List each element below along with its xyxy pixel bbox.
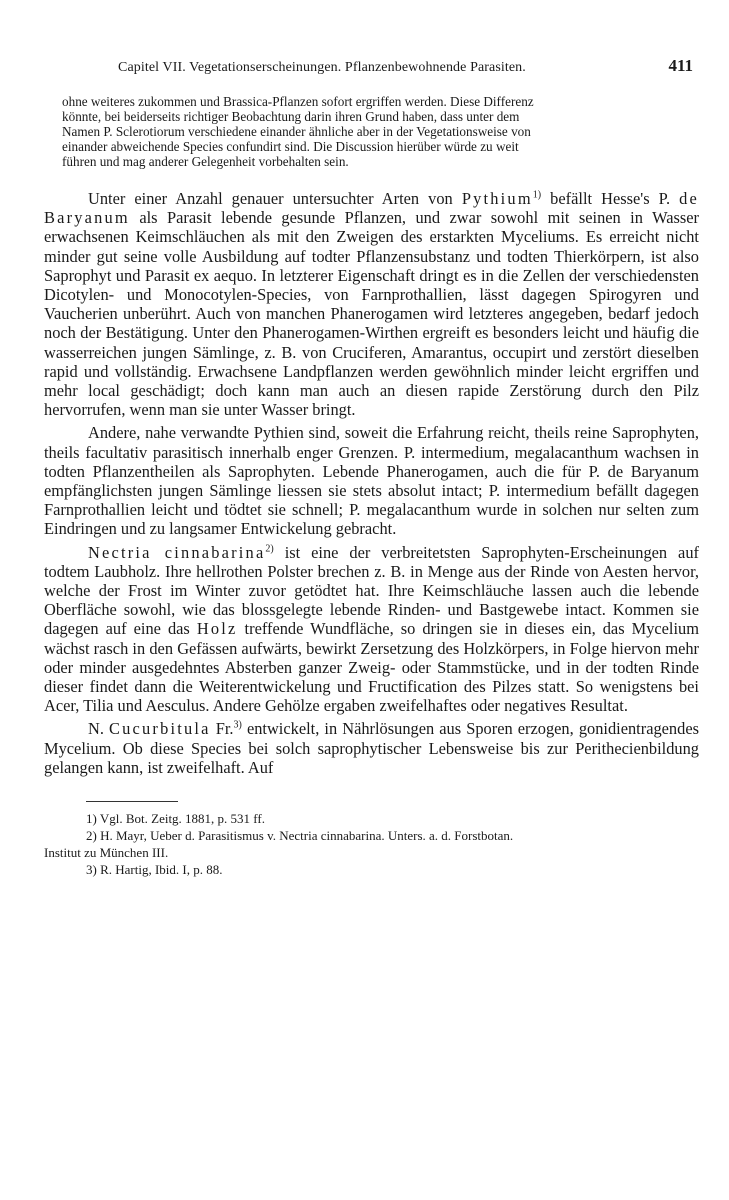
- species-name: Nectria cinnabarina: [88, 542, 266, 562]
- text-run: N.: [88, 719, 110, 739]
- intro-line: führen und mag anderer Gelegenheit vorbehalten sein.: [62, 154, 349, 169]
- footnote-2-continued: Institut zu München III.: [44, 845, 169, 861]
- intro-line: ohne weiteres zukommen und Brassica-Pflanzen sofort ergriffen werden. Diese Differenz: [62, 94, 534, 109]
- paragraph-cucurbitula: [44, 719, 699, 777]
- text-run: befällt Hesse's P.: [541, 189, 680, 208]
- text-run: treffende Wundfläche, so dringen sie in dieses ein, das Mycelium wächst rasch in den Gefässen aufwärts, bewirkt Zersetzung des Holzkörpers, in Folge hiervon mehr oder minder ausgedehntes Absterben ganzer Zweig- oder Stammstücke, und in der todten Rinde dieser findet dann die Weiterentwickelung und Fructification des Pilzes statt. So wenigstens bei Acer, Tilia und Aesculus. Andere Gehölze ergaben zweifelhaftes oder negatives Resultat.: [44, 619, 699, 716]
- emphasis-holz: Holz: [196, 619, 238, 639]
- paragraph-pythium: [44, 189, 699, 419]
- running-head: [118, 56, 699, 76]
- intro-paragraph: [62, 94, 699, 169]
- paragraph-pythien: Andere, nahe verwandte Pythien sind, soweit die Erfahrung reicht, theils reine Saprophyten, theils facultativ parasitisch innerhalb enger Grenzen. P. intermedium, megalacanthum wachsen in todten Pflanzentheilen als Saprophyten. Lebende Phanerogamen, auch die für P. de Baryanum empfänglichsten jungen Sämlinge liessen sie stets absolut intact; P. intermedium befällt dagegen Farnprothallien leicht und tödtet sie schnell; P. megalacanthum wurde in solchen nur selten zum Eindringen und zu langsamer Entwickelung gebracht.: [44, 423, 699, 539]
- species-name: Cucurbitula: [109, 719, 211, 739]
- text-run: ist eine der verbreitetsten Saprophyten-Erscheinungen auf todtem Laubholz. Ihre hellrothen Polster brechen z. B. in Menge aus der Rinde von Aesten hervor, welche der Frost im Winter zuvor getödtet hat. Ihre Keimschläuche lassen auch die lebende Oberfläche sowohl, wie das blossgelegte lebende Rinden- und Bastgewebe intact. Kommen sie dagegen auf eine das: [44, 542, 699, 639]
- intro-line: Namen P. Sclerotiorum verschiedene einander ähnliche aber in der Vegetationsweise von: [62, 124, 531, 139]
- body-text: [44, 189, 699, 777]
- genus-name: Pythium: [461, 189, 533, 208]
- intro-line: könnte, bei beiderseits richtiger Beobachtung darin ihren Grund haben, dass unter dem: [62, 109, 520, 124]
- text-run: Unter einer Anzahl genauer untersuchter Arten von: [88, 189, 462, 208]
- text-run: entwickelt, in Nährlösungen aus Sporen erzogen, gonidientragendes Mycelium. Ob diese Species bei solch saprophytischer Lebensweise bis zur Perithecienbildung gelangen kann, ist zweifelhaft. Auf: [44, 719, 699, 777]
- text-run: Fr.: [210, 719, 234, 739]
- page-number: 411: [668, 56, 693, 75]
- footnote-ref-3: 3): [233, 720, 242, 732]
- footnote-ref-2: 2): [265, 543, 274, 555]
- paragraph-nectria: [44, 543, 699, 716]
- intro-line: einander abweichende Species confundirt sind. Die Discussion hierüber würde zu weit: [62, 139, 519, 154]
- running-title: Capitel VII. Vegetationserscheinungen. Pflanzenbewohnende Parasiten.: [118, 60, 526, 75]
- footnote-3: 3) R. Hartig, Ibid. I, p. 88.: [86, 862, 223, 878]
- footnote-2: 2) H. Mayr, Ueber d. Parasitismus v. Nectria cinnabarina. Unters. a. d. Forstbotan.: [86, 828, 514, 844]
- text-run: als Parasit lebende gesunde Pflanzen, und zwar sowohl mit seinen in Wasser erwachsenen Keimschläuchen als mit den Zweigen des erstarkten Myceliums. Es erreicht nicht minder gut seine volle Ausbildung auf todter Pflanzensubstanz und todten Thierkörpern, ist also Saprophyt und Parasit ex aequo. In letzterer Eigenschaft dringt es in die Zellen der verschiedensten Dicotylen- und Monocotylen-Species, von Farnprothallien, lässt dagegen Spirogyren und Vaucherien unberührt. Auch von manchen Phanerogamen wird letzteres angegeben, bedarf jedoch noch der Bestätigung. Unter den Phanerogamen-Wirthen ergreift es besonders leicht und häufig die wasserreichen jungen Sämlinge, z. B. von Cruciferen, Amarantus, occupirt und zerstört dieselben rapid und vollständig. Erwachsene Landpflanzen werden gewöhnlich minder leicht ergriffen und mehr local geschädigt; doch kann man auch an diesen rapide Zerstörung durch den Pilz hervorrufen, wenn man sie unter Wasser bringt.: [44, 208, 699, 420]
- footnote-divider: [86, 801, 178, 802]
- footnotes: [44, 810, 699, 878]
- footnote-ref-1: 1): [532, 189, 542, 201]
- species-name: de Baryanum: [44, 189, 699, 228]
- footnote-1: 1) Vgl. Bot. Zeitg. 1881, p. 531 ff.: [86, 811, 265, 827]
